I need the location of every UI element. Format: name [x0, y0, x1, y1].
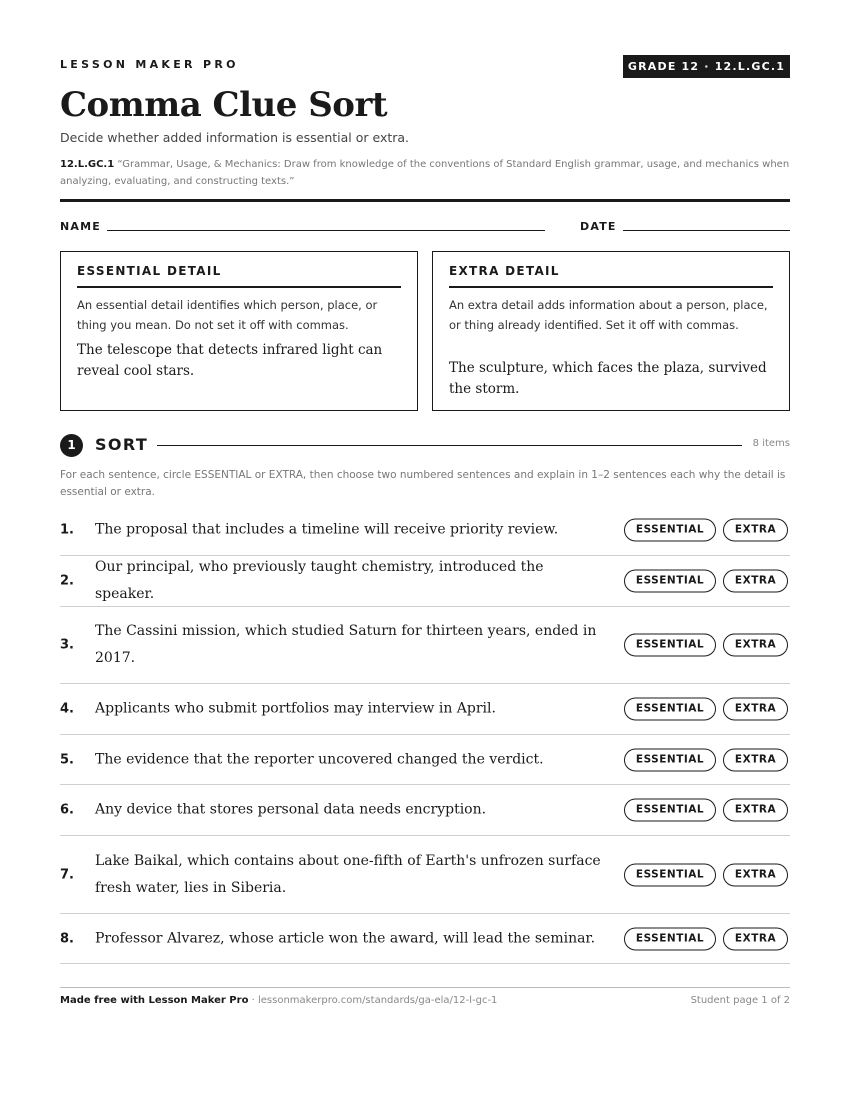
list-item — [60, 735, 790, 785]
item-number: 5. — [60, 752, 74, 767]
footer-page-number: Student page 1 of 2 — [690, 995, 790, 1006]
name-field[interactable] — [107, 230, 545, 231]
footer-made-with: Made free with Lesson Maker Pro — [60, 995, 249, 1006]
name-label: NAME — [60, 220, 101, 233]
worksheet-page — [60, 0, 790, 1100]
footer-credit — [60, 995, 497, 1006]
essential-choice-button[interactable]: ESSENTIAL — [624, 519, 716, 542]
essential-choice-button[interactable]: ESSENTIAL — [624, 927, 716, 950]
extra-choice-button[interactable]: EXTRA — [723, 519, 788, 542]
item-number: 8. — [60, 931, 74, 946]
extra-choice-button[interactable]: EXTRA — [723, 570, 788, 593]
essential-detail-box — [60, 251, 418, 411]
item-number: 3. — [60, 637, 74, 653]
item-sentence: Lake Baikal, which contains about one-fifth of Earth's unfrozen surface fresh water, lies in Siberia. — [95, 852, 601, 896]
extra-box-title: EXTRA DETAIL — [449, 264, 773, 288]
item-sentence: Applicants who submit portfolios may interview in April. — [95, 700, 496, 717]
date-label: DATE — [580, 220, 617, 233]
essential-box-description: An essential detail identifies which person, place, or thing you mean. Do not set it off with commas. — [77, 298, 378, 332]
extra-detail-box — [432, 251, 790, 411]
section-number-badge: 1 — [60, 434, 83, 457]
list-item — [60, 914, 790, 964]
item-number: 6. — [60, 802, 74, 818]
standard-code: 12.L.GC.1 — [60, 159, 115, 170]
extra-choice-button[interactable]: EXTRA — [723, 863, 788, 886]
essential-choice-button[interactable]: ESSENTIAL — [624, 863, 716, 886]
essential-choice-button[interactable]: ESSENTIAL — [624, 570, 716, 593]
list-item — [60, 505, 790, 556]
essential-choice-button[interactable]: ESSENTIAL — [624, 698, 716, 721]
item-sentence: Professor Alvarez, whose article won the award, will lead the seminar. — [95, 930, 596, 946]
extra-choice-button[interactable]: EXTRA — [723, 748, 788, 771]
item-number: 2. — [60, 573, 74, 589]
extra-choice-button[interactable]: EXTRA — [723, 698, 788, 721]
item-sentence: The Cassini mission, which studied Saturn for thirteen years, ended in 2017. — [95, 623, 597, 666]
grade-badge: GRADE 12 · 12.L.GC.1 — [623, 55, 790, 78]
standard-description — [60, 156, 790, 190]
footer-divider — [60, 987, 790, 988]
brand-name: LESSON MAKER PRO — [60, 58, 239, 71]
essential-choice-button[interactable]: ESSENTIAL — [624, 799, 716, 822]
list-item — [60, 684, 790, 735]
extra-choice-button[interactable]: EXTRA — [723, 799, 788, 822]
section-item-count: 8 items — [752, 438, 790, 449]
essential-choice-button[interactable]: ESSENTIAL — [624, 748, 716, 771]
sort-item-list — [60, 505, 790, 964]
item-number: 1. — [60, 522, 74, 538]
footer-url[interactable]: · lessonmakerpro.com/standards/ga-ela/12-l-gc-1 — [248, 995, 498, 1006]
section-title: SORT — [95, 435, 149, 454]
item-sentence: Our principal, who previously taught chemistry, introduced the speaker. — [95, 559, 544, 602]
item-number: 7. — [60, 867, 74, 882]
page-title: Comma Clue Sort — [60, 85, 388, 125]
header-divider — [60, 199, 790, 202]
item-sentence: Any device that stores personal data needs encryption. — [95, 801, 487, 818]
list-item — [60, 556, 790, 607]
extra-box-example: The sculpture, which faces the plaza, survived the storm. — [449, 360, 767, 397]
standard-text: “Grammar, Usage, & Mechanics: Draw from knowledge of the conventions of Standard English grammar, usage, and mechanics when analyzing, evaluating, and constructing texts.” — [60, 159, 790, 187]
extra-choice-button[interactable]: EXTRA — [723, 927, 788, 950]
list-item — [60, 836, 790, 914]
essential-box-title: ESSENTIAL DETAIL — [77, 264, 401, 288]
list-item — [60, 607, 790, 684]
item-number: 4. — [60, 701, 74, 717]
date-field[interactable] — [623, 230, 790, 231]
extra-choice-button[interactable]: EXTRA — [723, 634, 788, 657]
section-instructions: For each sentence, circle ESSENTIAL or EXTRA, then choose two numbered sentences and explain in 1–2 sentences each why the detail is essential or extra. — [60, 469, 786, 498]
essential-choice-button[interactable]: ESSENTIAL — [624, 634, 716, 657]
page-subtitle: Decide whether added information is essential or extra. — [60, 130, 410, 145]
item-sentence: The evidence that the reporter uncovered changed the verdict. — [95, 751, 544, 767]
list-item — [60, 785, 790, 836]
extra-box-description: An extra detail adds information about a person, place, or thing already identified. Set it off with commas. — [449, 298, 768, 332]
section-divider — [157, 445, 742, 446]
essential-box-example: The telescope that detects infrared light can reveal cool stars. — [77, 342, 383, 379]
item-sentence: The proposal that includes a timeline will receive priority review. — [95, 521, 559, 538]
